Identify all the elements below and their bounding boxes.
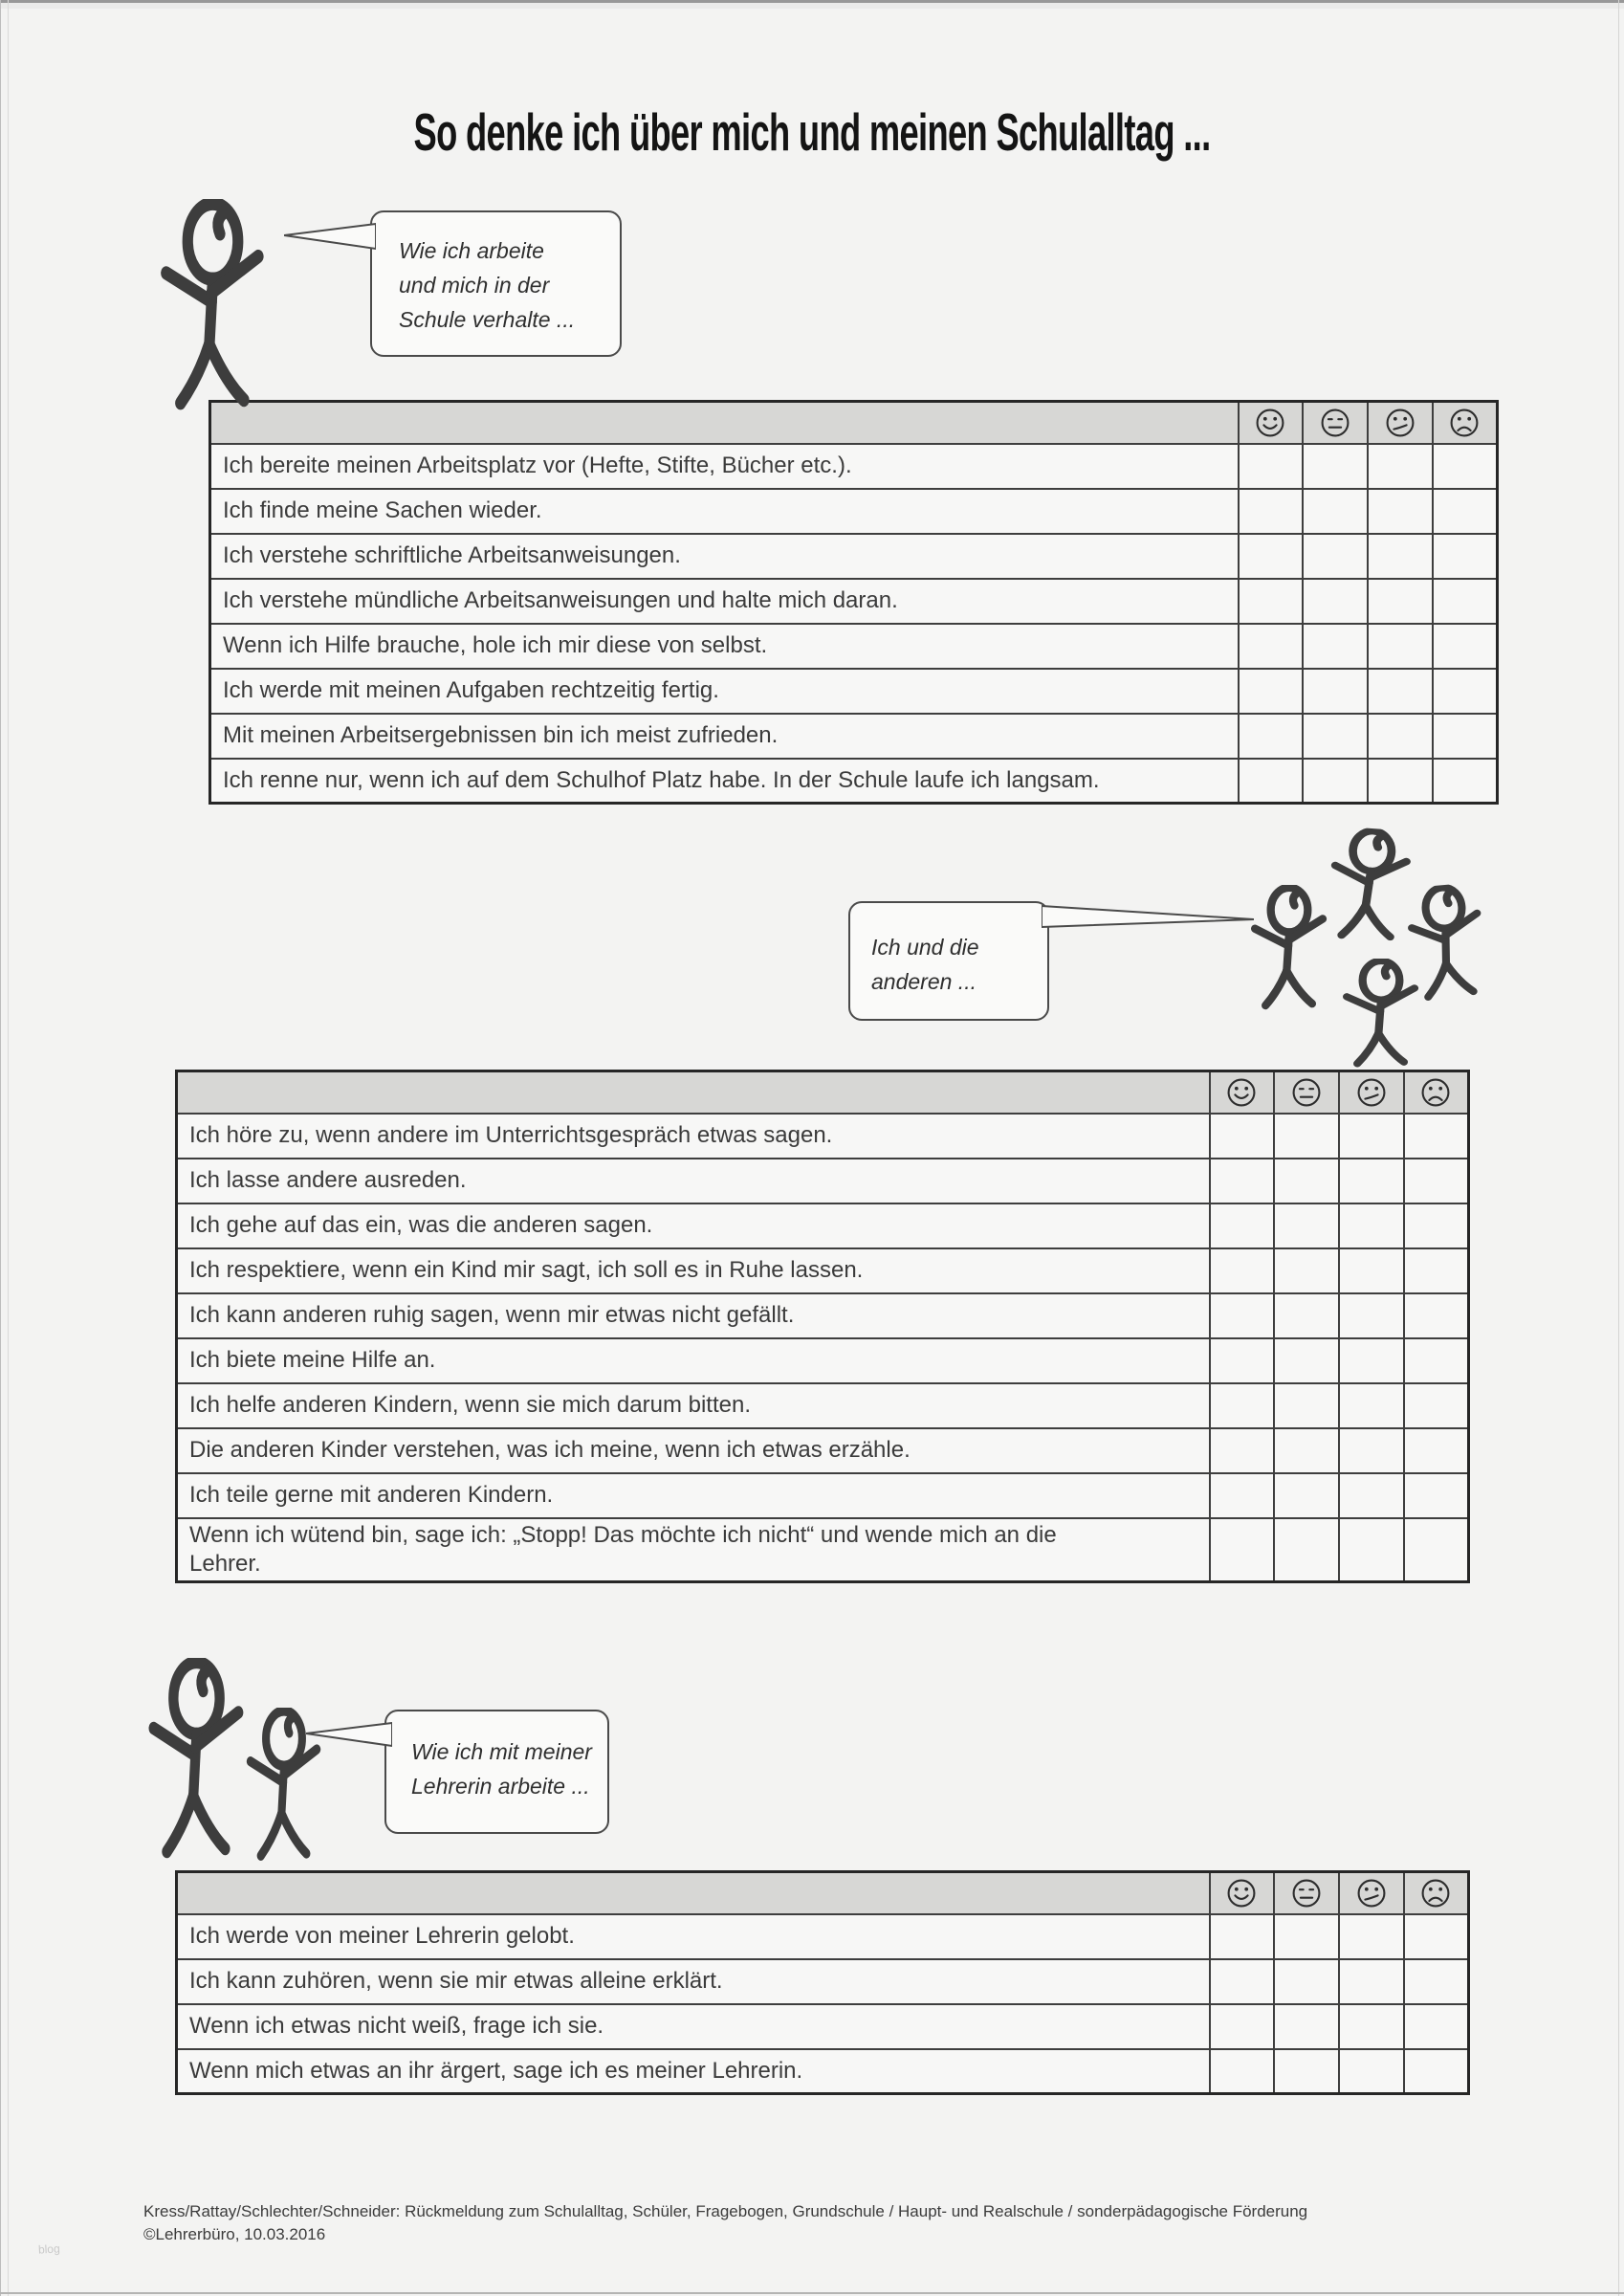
unsure-face-icon	[1355, 1877, 1388, 1910]
table-row	[177, 1959, 1469, 2004]
table-row	[177, 1114, 1469, 1159]
rating-answer-cell-sad-face[interactable]	[1404, 1114, 1469, 1159]
statement-cell: Ich biete meine Hilfe an.	[177, 1338, 1210, 1383]
rating-answer-cell-neutral-face[interactable]	[1303, 714, 1368, 759]
bubble-tail-icon	[284, 220, 376, 253]
rating-answer-cell-happy-face[interactable]	[1239, 714, 1304, 759]
rating-column-header	[1433, 402, 1498, 444]
rating-answer-cell-neutral-face[interactable]	[1274, 1203, 1339, 1248]
rating-column-header	[1274, 1872, 1339, 1914]
sad-face-icon	[1448, 407, 1481, 439]
rating-answer-cell-unsure-face[interactable]	[1339, 1959, 1404, 2004]
rating-answer-cell-sad-face[interactable]	[1404, 2004, 1469, 2049]
page-edge-right	[1618, 0, 1619, 2296]
rating-column-header	[1339, 1872, 1404, 1914]
bubble-line: und mich in der	[399, 273, 550, 298]
rating-column-header	[1210, 1872, 1275, 1914]
rating-answer-cell-unsure-face[interactable]	[1368, 579, 1433, 624]
statement-cell: Ich lasse andere ausreden.	[177, 1159, 1210, 1203]
page-edge-top	[0, 0, 1624, 3]
rating-column-header	[1303, 402, 1368, 444]
rating-answer-cell-sad-face[interactable]	[1404, 1518, 1469, 1582]
rating-answer-cell-neutral-face[interactable]	[1274, 1428, 1339, 1473]
rating-answer-cell-happy-face[interactable]	[1210, 1914, 1275, 1959]
statement-cell: Wenn ich wütend bin, sage ich: „Stopp! Das möchte ich nicht“ und wende mich an die Lehrer.	[177, 1518, 1210, 1582]
rating-answer-cell-sad-face[interactable]	[1404, 1428, 1469, 1473]
rating-answer-cell-happy-face[interactable]	[1210, 1518, 1275, 1582]
page-title: So denke ich über mich und meinen Schulalltag ...	[413, 102, 1211, 162]
happy-face-icon	[1254, 407, 1286, 439]
statement-column-header	[210, 402, 1239, 444]
rating-answer-cell-neutral-face[interactable]	[1303, 489, 1368, 534]
stick-figure-child-icon	[1245, 885, 1333, 1019]
stick-figure-teacher-icon	[142, 1658, 252, 1873]
rating-answer-cell-sad-face[interactable]	[1404, 1338, 1469, 1383]
rating-column-header	[1339, 1071, 1404, 1114]
rating-answer-cell-sad-face[interactable]	[1433, 579, 1498, 624]
statement-cell: Die anderen Kinder verstehen, was ich meine, wenn ich etwas erzähle.	[177, 1428, 1210, 1473]
bubble-line: Lehrerin arbeite ...	[411, 1774, 590, 1799]
page-edge-bottom	[0, 2292, 1624, 2294]
rating-answer-cell-neutral-face[interactable]	[1303, 669, 1368, 714]
rating-answer-cell-neutral-face[interactable]	[1303, 624, 1368, 669]
statement-cell: Ich verstehe schriftliche Arbeitsanweisungen.	[210, 534, 1239, 579]
rating-answer-cell-happy-face[interactable]	[1210, 1248, 1275, 1293]
statement-cell: Ich verstehe mündliche Arbeitsanweisungen und halte mich daran.	[210, 579, 1239, 624]
footer-credit: Kress/Rattay/Schlechter/Schneider: Rückmeldung zum Schulalltag, Schüler, Fragebogen, Grundschule / Haupt- und Realschule / sonderpädagogische Förderung	[143, 2202, 1308, 2220]
table-row	[177, 1338, 1469, 1383]
statement-cell: Ich kann anderen ruhig sagen, wenn mir etwas nicht gefällt.	[177, 1293, 1210, 1338]
rating-answer-cell-neutral-face[interactable]	[1274, 1338, 1339, 1383]
bubble-line: Schule verhalte ...	[399, 307, 576, 332]
rating-answer-cell-happy-face[interactable]	[1239, 489, 1304, 534]
table-row	[210, 579, 1498, 624]
statement-cell: Wenn ich Hilfe brauche, hole ich mir diese von selbst.	[210, 624, 1239, 669]
rating-answer-cell-sad-face[interactable]	[1404, 1383, 1469, 1428]
table-row	[210, 624, 1498, 669]
rating-answer-cell-unsure-face[interactable]	[1339, 1338, 1404, 1383]
rating-answer-cell-unsure-face[interactable]	[1339, 1383, 1404, 1428]
speech-bubble-teacher	[384, 1710, 609, 1834]
rating-answer-cell-neutral-face[interactable]	[1274, 1114, 1339, 1159]
statement-cell: Ich helfe anderen Kindern, wenn sie mich darum bitten.	[177, 1383, 1210, 1428]
rating-answer-cell-neutral-face[interactable]	[1274, 1473, 1339, 1518]
rating-column-header	[1404, 1071, 1469, 1114]
watermark: blog	[37, 2241, 61, 2257]
page-edge-left	[8, 0, 9, 2296]
rating-answer-cell-sad-face[interactable]	[1404, 1914, 1469, 1959]
rating-column-header	[1239, 402, 1304, 444]
rating-answer-cell-sad-face[interactable]	[1433, 759, 1498, 804]
statement-cell: Ich bereite meinen Arbeitsplatz vor (Hefte, Stifte, Bücher etc.).	[210, 444, 1239, 489]
rating-answer-cell-happy-face[interactable]	[1210, 2004, 1275, 2049]
rating-answer-cell-neutral-face[interactable]	[1274, 2004, 1339, 2049]
rating-answer-cell-happy-face[interactable]	[1239, 669, 1304, 714]
statement-cell: Ich finde meine Sachen wieder.	[210, 489, 1239, 534]
table-teacher-work	[175, 1870, 1470, 2095]
rating-header-row	[177, 1071, 1469, 1114]
table-row	[210, 759, 1498, 804]
rating-answer-cell-unsure-face[interactable]	[1339, 1203, 1404, 1248]
table-row	[177, 2049, 1469, 2094]
sad-face-icon	[1419, 1076, 1452, 1109]
rating-answer-cell-unsure-face[interactable]	[1339, 1114, 1404, 1159]
rating-answer-cell-sad-face[interactable]	[1404, 1159, 1469, 1203]
table-row	[177, 1203, 1469, 1248]
footer	[143, 2200, 1307, 2246]
statement-column-header	[177, 1872, 1210, 1914]
statement-cell: Ich höre zu, wenn andere im Unterrichtsgespräch etwas sagen.	[177, 1114, 1210, 1159]
rating-header-row	[210, 402, 1498, 444]
table-row	[210, 444, 1498, 489]
statement-cell: Ich respektiere, wenn ein Kind mir sagt, ich soll es in Ruhe lassen.	[177, 1248, 1210, 1293]
statement-cell: Ich teile gerne mit anderen Kindern.	[177, 1473, 1210, 1518]
rating-header-row	[177, 1872, 1469, 1914]
table-row	[177, 1914, 1469, 1959]
bubble-line: Ich und die	[871, 935, 979, 960]
rating-answer-cell-neutral-face[interactable]	[1274, 2049, 1339, 2094]
statement-cell: Wenn ich etwas nicht weiß, frage ich sie.	[177, 2004, 1210, 2049]
happy-face-icon	[1225, 1076, 1258, 1109]
rating-answer-cell-happy-face[interactable]	[1210, 1293, 1275, 1338]
rating-answer-cell-unsure-face[interactable]	[1339, 1159, 1404, 1203]
rating-answer-cell-sad-face[interactable]	[1433, 669, 1498, 714]
statement-cell: Mit meinen Arbeitsergebnissen bin ich meist zufrieden.	[210, 714, 1239, 759]
statement-column-header	[177, 1071, 1210, 1114]
speech-bubble-work	[370, 210, 622, 357]
rating-answer-cell-neutral-face[interactable]	[1303, 579, 1368, 624]
rating-answer-cell-unsure-face[interactable]	[1368, 624, 1433, 669]
table-row	[177, 2004, 1469, 2049]
table-row	[177, 1518, 1469, 1582]
statement-cell: Wenn mich etwas an ihr ärgert, sage ich es meiner Lehrerin.	[177, 2049, 1210, 2094]
rating-answer-cell-sad-face[interactable]	[1433, 714, 1498, 759]
table-me-and-others	[175, 1070, 1470, 1583]
rating-answer-cell-sad-face[interactable]	[1433, 534, 1498, 579]
rating-answer-cell-sad-face[interactable]	[1404, 1293, 1469, 1338]
statement-cell: Ich renne nur, wenn ich auf dem Schulhof Platz habe. In der Schule laufe ich langsam.	[210, 759, 1239, 804]
sad-face-icon	[1419, 1877, 1452, 1910]
stick-figure-child-icon	[241, 1708, 327, 1872]
rating-answer-cell-neutral-face[interactable]	[1303, 444, 1368, 489]
rating-answer-cell-unsure-face[interactable]	[1368, 534, 1433, 579]
table-row	[210, 489, 1498, 534]
rating-answer-cell-sad-face[interactable]	[1404, 1473, 1469, 1518]
rating-answer-cell-unsure-face[interactable]	[1368, 444, 1433, 489]
rating-answer-cell-neutral-face[interactable]	[1274, 1959, 1339, 2004]
rating-answer-cell-neutral-face[interactable]	[1274, 1914, 1339, 1959]
rating-answer-cell-happy-face[interactable]	[1210, 1428, 1275, 1473]
rating-answer-cell-unsure-face[interactable]	[1368, 759, 1433, 804]
table-row	[210, 714, 1498, 759]
rating-answer-cell-unsure-face[interactable]	[1339, 1914, 1404, 1959]
rating-answer-cell-neutral-face[interactable]	[1274, 1248, 1339, 1293]
rating-answer-cell-neutral-face[interactable]	[1274, 1518, 1339, 1582]
rating-answer-cell-unsure-face[interactable]	[1339, 2049, 1404, 2094]
rating-answer-cell-happy-face[interactable]	[1210, 2049, 1275, 2094]
rating-answer-cell-happy-face[interactable]	[1239, 534, 1304, 579]
rating-column-header	[1404, 1872, 1469, 1914]
rating-answer-cell-happy-face[interactable]	[1239, 624, 1304, 669]
rating-answer-cell-happy-face[interactable]	[1210, 1338, 1275, 1383]
statement-cell: Ich gehe auf das ein, was die anderen sagen.	[177, 1203, 1210, 1248]
page-edge-top-light	[0, 3, 1624, 9]
rating-answer-cell-unsure-face[interactable]	[1368, 714, 1433, 759]
rating-column-header	[1210, 1071, 1275, 1114]
bubble-tail-icon	[1042, 903, 1254, 932]
rating-answer-cell-neutral-face[interactable]	[1274, 1383, 1339, 1428]
rating-answer-cell-happy-face[interactable]	[1210, 1959, 1275, 2004]
bubble-line: Wie ich arbeite	[399, 238, 544, 263]
footer-copyright: ©Lehrerbüro, 10.03.2016	[143, 2225, 326, 2243]
neutral-face-icon	[1319, 407, 1351, 439]
rating-answer-cell-sad-face[interactable]	[1433, 444, 1498, 489]
rating-answer-cell-sad-face[interactable]	[1404, 1203, 1469, 1248]
statement-cell: Ich werde von meiner Lehrerin gelobt.	[177, 1914, 1210, 1959]
table-row	[177, 1248, 1469, 1293]
rating-answer-cell-happy-face[interactable]	[1210, 1383, 1275, 1428]
rating-answer-cell-happy-face[interactable]	[1239, 444, 1304, 489]
rating-answer-cell-happy-face[interactable]	[1239, 579, 1304, 624]
neutral-face-icon	[1290, 1076, 1323, 1109]
table-row	[177, 1383, 1469, 1428]
rating-answer-cell-unsure-face[interactable]	[1368, 489, 1433, 534]
rating-column-header	[1274, 1071, 1339, 1114]
rating-answer-cell-neutral-face[interactable]	[1303, 534, 1368, 579]
unsure-face-icon	[1355, 1076, 1388, 1109]
stick-figure-child-icon	[1337, 959, 1425, 1075]
rating-answer-cell-neutral-face[interactable]	[1274, 1293, 1339, 1338]
rating-column-header	[1368, 402, 1433, 444]
rating-answer-cell-sad-face[interactable]	[1433, 489, 1498, 534]
table-row	[177, 1159, 1469, 1203]
neutral-face-icon	[1290, 1877, 1323, 1910]
rating-answer-cell-unsure-face[interactable]	[1339, 1428, 1404, 1473]
rating-answer-cell-sad-face[interactable]	[1404, 2049, 1469, 2094]
table-row	[177, 1473, 1469, 1518]
title-wrap	[0, 101, 1624, 163]
stick-figure-child-icon	[153, 199, 273, 426]
statement-cell: Ich werde mit meinen Aufgaben rechtzeitig fertig.	[210, 669, 1239, 714]
happy-face-icon	[1225, 1877, 1258, 1910]
rating-answer-cell-sad-face[interactable]	[1404, 1248, 1469, 1293]
rating-answer-cell-sad-face[interactable]	[1404, 1959, 1469, 2004]
unsure-face-icon	[1384, 407, 1416, 439]
speech-bubble-others	[848, 901, 1049, 1021]
rating-answer-cell-happy-face[interactable]	[1210, 1203, 1275, 1248]
rating-answer-cell-happy-face[interactable]	[1210, 1114, 1275, 1159]
rating-answer-cell-sad-face[interactable]	[1433, 624, 1498, 669]
bubble-line: Wie ich mit meiner	[411, 1739, 592, 1764]
table-self-work	[208, 400, 1499, 805]
table-row	[210, 534, 1498, 579]
table-row	[210, 669, 1498, 714]
bubble-line: anderen ...	[871, 969, 977, 994]
statement-cell: Ich kann zuhören, wenn sie mir etwas alleine erklärt.	[177, 1959, 1210, 2004]
rating-answer-cell-happy-face[interactable]	[1210, 1159, 1275, 1203]
table-row	[177, 1293, 1469, 1338]
rating-answer-cell-unsure-face[interactable]	[1339, 2004, 1404, 2049]
page-edge-left-outer	[0, 0, 1, 2296]
rating-answer-cell-happy-face[interactable]	[1239, 759, 1304, 804]
rating-answer-cell-neutral-face[interactable]	[1274, 1159, 1339, 1203]
rating-answer-cell-unsure-face[interactable]	[1339, 1518, 1404, 1582]
rating-answer-cell-unsure-face[interactable]	[1368, 669, 1433, 714]
rating-answer-cell-unsure-face[interactable]	[1339, 1293, 1404, 1338]
rating-answer-cell-happy-face[interactable]	[1210, 1473, 1275, 1518]
rating-answer-cell-unsure-face[interactable]	[1339, 1473, 1404, 1518]
rating-answer-cell-neutral-face[interactable]	[1303, 759, 1368, 804]
rating-answer-cell-unsure-face[interactable]	[1339, 1248, 1404, 1293]
table-row	[177, 1428, 1469, 1473]
